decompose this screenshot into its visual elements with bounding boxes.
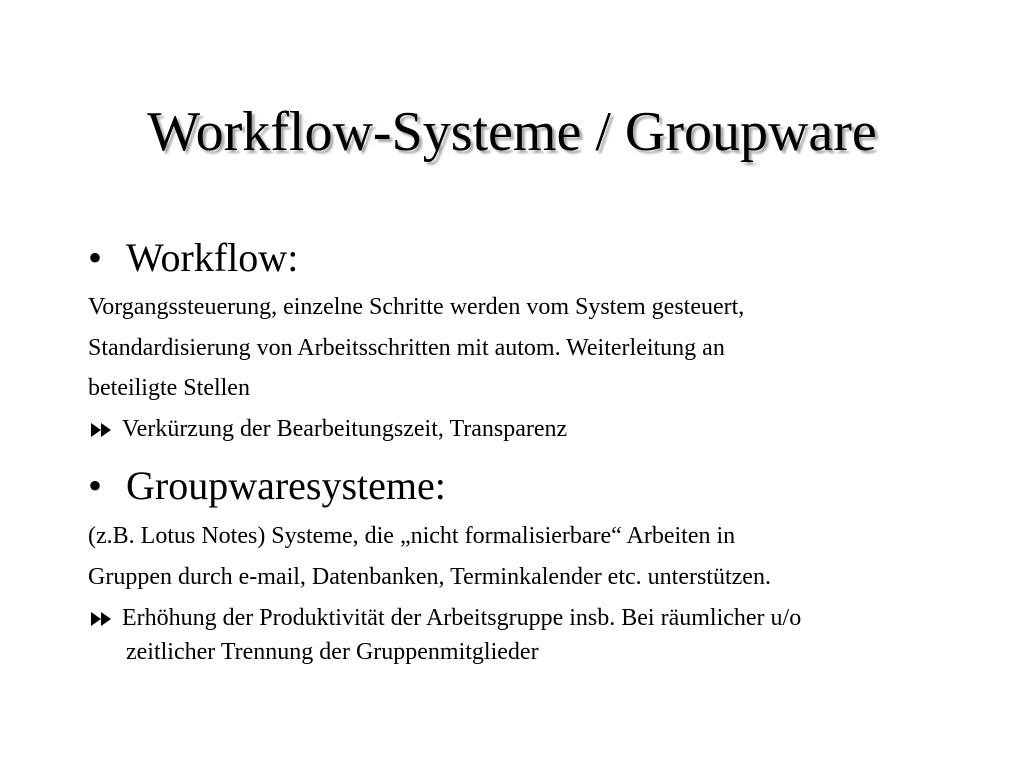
body-line: Standardisierung von Arbeitsschritten mit autom. Weiterleitung an	[88, 335, 725, 361]
fast-forward-icon	[88, 610, 122, 628]
result-line-workflow	[88, 414, 567, 444]
section-heading-text: Groupwaresysteme:	[126, 463, 446, 508]
result-text: Erhöhung der Produktivität der Arbeitsgruppe insb. Bei räumlicher u/o	[122, 605, 802, 631]
fast-forward-icon	[88, 421, 122, 439]
body-line: Gruppen durch e-mail, Datenbanken, Terminkalender etc. unterstützen.	[88, 564, 771, 590]
section-heading-text: Workflow:	[126, 235, 299, 280]
result-line-groupware	[88, 603, 801, 633]
body-line: beteiligte Stellen	[88, 375, 250, 401]
slide-title: Workflow-Systeme / Groupware	[147, 101, 877, 163]
section-heading-workflow	[88, 235, 298, 281]
bullet-icon: •	[88, 235, 103, 280]
result-continuation: zeitlicher Trennung der Gruppenmitglieder	[126, 639, 539, 665]
body-line: Vorgangssteuerung, einzelne Schritte werden vom System gesteuert,	[88, 294, 745, 320]
body-line: (z.B. Lotus Notes) Systeme, die „nicht formalisierbare“ Arbeiten in	[88, 523, 736, 549]
section-heading-groupware	[88, 463, 446, 509]
bullet-icon: •	[88, 463, 103, 508]
result-text: Verkürzung der Bearbeitungszeit, Transparenz	[122, 416, 568, 442]
